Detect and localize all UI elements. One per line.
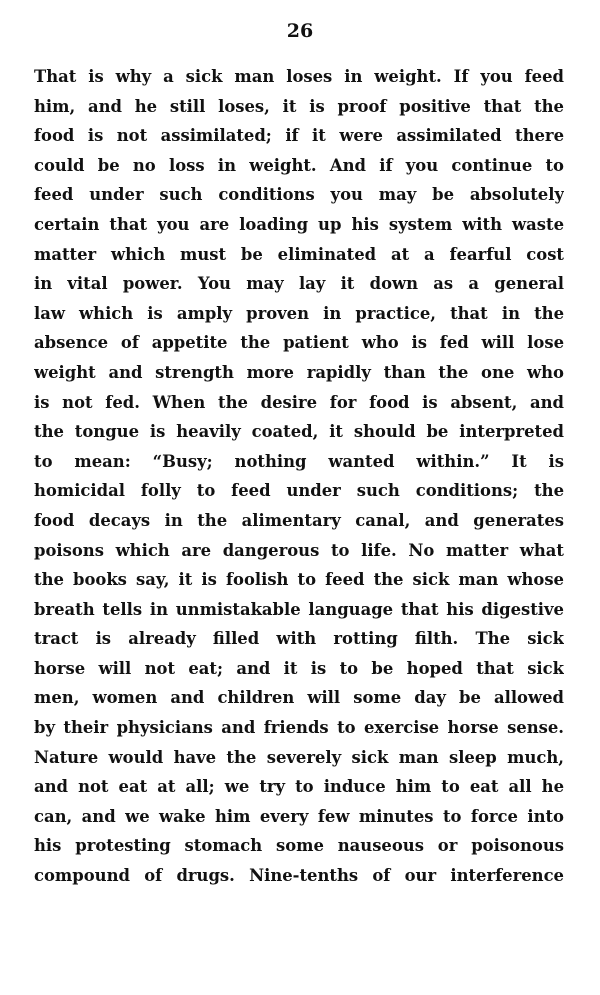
text-line: food is not assimilated; if it were assimilated there (34, 126, 564, 146)
text-line: food decays in the alimentary canal, and generates (34, 510, 564, 530)
text-line: compound of drugs. Nine-tenths of our interference (34, 866, 564, 886)
text-line: matter which must be eliminated at a fearful cost (34, 244, 564, 264)
text-line: feed under such conditions you may be absolutely (34, 185, 564, 205)
text-line: and not eat at all; we try to induce him to eat all he (34, 777, 564, 797)
text-line: absence of appetite the patient who is fed will lose (34, 333, 564, 353)
text-line: homicidal folly to feed under such conditions; the (34, 481, 564, 501)
text-line: in vital power. You may lay it down as a general (34, 274, 564, 294)
text-line: is not fed. When the desire for food is absent, and (34, 392, 564, 412)
text-line: the tongue is heavily coated, it should be interpreted (34, 422, 564, 442)
text-line: certain that you are loading up his system with waste (34, 214, 564, 234)
text-line: That is why a sick man loses in weight. If you feed (34, 67, 564, 86)
text-line: men, women and children will some day be allowed (34, 688, 564, 708)
page-number: 26 (286, 20, 314, 42)
text-line: horse will not eat; and it is to be hoped that sick (34, 658, 564, 678)
text-line: Nature would have the severely sick man sleep much, (34, 747, 564, 767)
text-line: poisons which are dangerous to life. No matter what (34, 540, 564, 560)
text-line: tract is already filled with rotting filth. The sick (34, 629, 564, 649)
text-line: him, and he still loses, it is proof positive that the (34, 96, 564, 116)
body-text (34, 62, 564, 891)
text-line: the books say, it is foolish to feed the sick man whose (34, 570, 564, 590)
text-line: can, and we wake him every few minutes to force into (34, 806, 564, 826)
text-line: his protesting stomach some nauseous or poisonous (34, 836, 564, 856)
text-line: to mean: “Busy; nothing wanted within.” It is (34, 451, 564, 471)
text-line: could be no loss in weight. And if you continue to (34, 155, 564, 175)
text-line: law which is amply proven in practice, that in the (34, 303, 564, 323)
text-line: by their physicians and friends to exercise horse sense. (34, 718, 564, 738)
text-line: breath tells in unmistakable language that his digestive (34, 599, 564, 619)
text-line: weight and strength more rapidly than the one who (34, 362, 564, 382)
